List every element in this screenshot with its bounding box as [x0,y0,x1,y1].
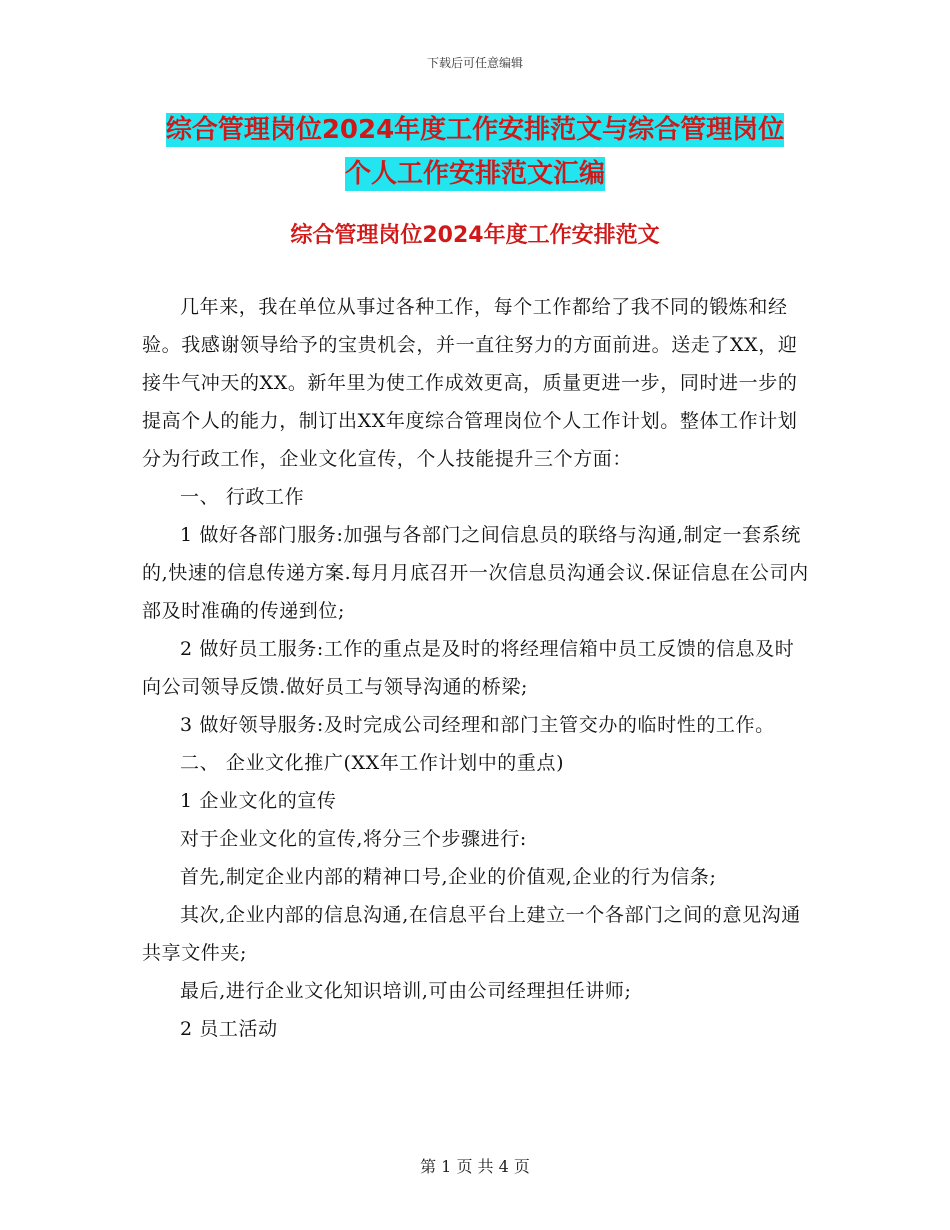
paragraph: 1 企业文化的宣传 [180,790,337,812]
paragraph: 1 做好各部门服务:加强与各部门之间信息员的联络与沟通,制定一套系统的,快速的信息传递方案.每月月底召开一次信息员沟通会议.保证信息在公司内部及时准确的传递到位; [142,524,809,622]
paragraph: 几年来，我在单位从事过各种工作，每个工作都给了我不同的锻炼和经验。我感谢领导给予的宝贵机会，并一直往努力的方面前进。送走了XX，迎接牛气冲天的XX。新年里为使工作成效更高，质量更进一步，同时进一步的提高个人的能力，制订出XX年度综合管理岗位个人工作计划。整体工作计划分为行政工作，企业文化宣传，个人技能提升三个方面： [142,296,798,470]
paragraph: 2 做好员工服务:工作的重点是及时的将经理信箱中员工反馈的信息及时向公司领导反馈.做好员工与领导沟通的桥梁; [142,638,795,698]
paragraph: 二、 企业文化推广(XX年工作计划中的重点) [180,752,565,774]
paragraph: 2 员工活动 [180,1018,278,1040]
document-title-line-1: 综合管理岗位2024年度工作安排范文与综合管理岗位 [165,115,785,145]
paragraph: 对于企业文化的宣传,将分三个步骤进行: [180,828,527,850]
page-footer: 第 1 页 共 4 页 [420,1157,530,1176]
document-body [142,288,810,1048]
document-title [0,108,950,196]
document-title-line-2: 个人工作安排范文汇编 [344,159,605,189]
paragraph: 最后,进行企业文化知识培训,可由公司经理担任讲师; [180,980,632,1002]
paragraph: 一、 行政工作 [180,486,305,508]
paragraph: 首先,制定企业内部的精神口号,企业的价值观,企业的行为信条; [180,866,717,888]
header-note: 下载后可任意编辑 [426,56,523,70]
paragraph: 其次,企业内部的信息沟通,在信息平台上建立一个各部门之间的意见沟通共享文件夹; [142,904,801,964]
paragraph: 3 做好领导服务:及时完成公司经理和部门主管交办的临时性的工作。 [180,714,775,736]
section-title: 综合管理岗位2024年度工作安排范文 [290,223,660,248]
